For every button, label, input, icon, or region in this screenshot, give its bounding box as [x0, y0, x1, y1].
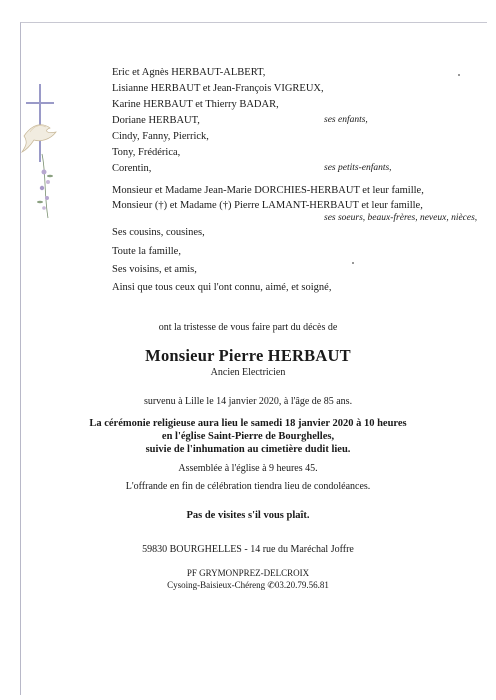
- address: 59830 BOURGHELLES - 14 rue du Maréchal Joffre: [142, 544, 354, 555]
- ceremony-line-1: La cérémonie religieuse aura lieu le samedi 18 janvier 2020 à 10 heures: [89, 418, 407, 429]
- others-line-4: Ainsi que tous ceux qui l'ont connu, aimé, et soigné,: [112, 282, 332, 293]
- offering-note: L'offrande en fin de célébration tiendra lieu de condoléances.: [125, 481, 371, 492]
- ceremony-line-2: en l'église Saint-Pierre de Bourghelles,: [161, 431, 335, 442]
- child-line-1: Eric et Agnès HERBAUT-ALBERT,: [112, 67, 266, 78]
- death-notice: survenu à Lille le 14 janvier 2020, à l'âge de 85 ans.: [143, 396, 353, 407]
- funeral-home-name: PF GRYMONPREZ-DELCROIX: [186, 568, 310, 578]
- scan-speck: [458, 74, 460, 76]
- ceremony-line-3: suivie de l'inhumation au cimetière dudit lieu.: [145, 444, 351, 455]
- cross-icon: [26, 84, 54, 162]
- grandchildren-role: ses petits-enfants,: [324, 163, 392, 173]
- deceased-name: Monsieur Pierre HERBAUT: [145, 346, 351, 365]
- announcement: ont la tristesse de vous faire part du décès de: [158, 322, 338, 333]
- deceased-title: Ancien Electricien: [210, 367, 286, 378]
- child-line-4: Doriane HERBAUT,: [112, 115, 200, 126]
- others-line-2: Toute la famille,: [112, 246, 181, 257]
- grandchild-line-1: Cindy, Fanny, Pierrick,: [112, 131, 209, 142]
- visits-note: Pas de visites s'il vous plaît.: [186, 510, 310, 521]
- cross-dove-illustration: [20, 84, 60, 224]
- siblings-role: ses soeurs, beaux-frères, neveux, nièces,: [324, 213, 478, 223]
- grandchild-line-3: Corentin,: [112, 163, 152, 174]
- flower-icon: [37, 154, 53, 218]
- grandchild-line-2: Tony, Frédérica,: [112, 147, 181, 158]
- others-line-1: Ses cousins, cousines,: [112, 227, 205, 238]
- children-role: ses enfants,: [324, 115, 368, 125]
- gathering-time: Assemblée à l'église à 9 heures 45.: [178, 463, 318, 474]
- scan-speck: [352, 262, 354, 264]
- child-line-2: Lisianne HERBAUT et Jean-François VIGREUX,: [112, 83, 324, 94]
- others-line-3: Ses voisins, et amis,: [112, 264, 197, 275]
- sibling-line-1: Monsieur et Madame Jean-Marie DORCHIES-HERBAUT et leur famille,: [112, 185, 424, 196]
- sibling-line-2: Monsieur (†) et Madame (†) Pierre LAMANT-HERBAUT et leur famille,: [112, 200, 423, 211]
- funeral-home-contact: Cysoing-Baisieux-Chéreng ✆03.20.79.56.81: [167, 580, 329, 590]
- child-line-3: Karine HERBAUT et Thierry BADAR,: [112, 99, 279, 110]
